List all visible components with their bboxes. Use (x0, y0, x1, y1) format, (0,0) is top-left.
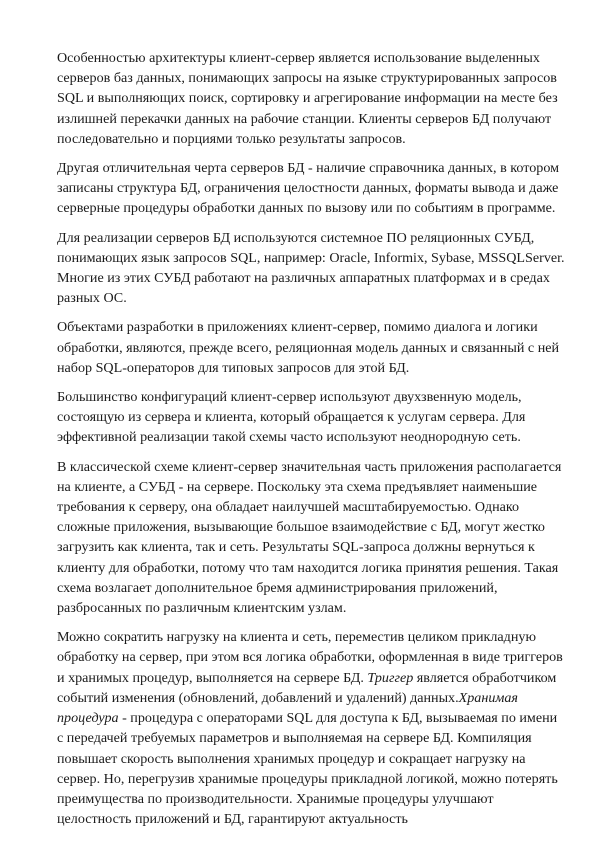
term-trigger: Триггер (367, 669, 414, 686)
paragraph-two-tier-model: Большинство конфигураций клиент-сервер используют двухзвенную модель, состоящую из сервера и клиента, который обращается к услугам сервера. Для эффективной реализации такой схемы часто используют неоднородную сеть. (57, 389, 526, 446)
paragraph-architecture: Особенностью архитектуры клиент-сервер является использование выделенных серверов баз данных, понимающих запросы на языке структурированных запросов SQL и выполняющих поиск, сортировку и агрегирование информации на месте без излишней перекачки данных на рабочие станции. Клиенты серверов БД получают последовательно и порциями только результаты запросов. (57, 50, 558, 147)
term-stored-procedure: Хранимая процедура (57, 689, 518, 727)
paragraph-text: - процедура с операторами SQL для доступа к БД, вызываемая по имени с передачей требуемых параметров и выполняемая на сервере БД. Компиляция повышает скорость выполнения хранимых процедур и сокращает нагрузку на сервер. Но, перегрузив хранимые процедуры прикладной логикой, можно потерять преимущества по производительности. Хранимые процедуры улучшают целостность приложений и БД, гарантируют актуальность (57, 710, 558, 828)
paragraph-text: является обработчиком событий изменения (обновлений, добавлений и удалений) данных. (57, 669, 557, 706)
paragraph-text: Можно сократить нагрузку на клиента и сеть, переместив целиком прикладную обработку на сервер, при этом вся логика обработки, оформленная в виде триггеров и хранимых процедур, выполняется на сервере БД. (57, 629, 563, 686)
paragraph-development-objects: Объектами разработки в приложениях клиент-сервер, помимо диалога и логики обработки, являются, прежде всего, реляционная модель данных и связанный с ней набор SQL-операторов для типовых запросов для этой БД. (57, 319, 560, 376)
paragraph-server-processing (57, 627, 565, 829)
paragraph-classic-scheme: В классической схеме клиент-сервер значительная часть приложения располагается на клиенте, а СУБД - на сервере. Поскольку эта схема предъявляет наименьшие требования к серверу, она обладает наилучшей масштабируемостью. Однако сложные приложения, вызывающие большое взаимодействие с БД, могут жестко загрузить как клиента, так и сеть. Результаты SQL-запроса должны вернуться к клиенту для обработки, потому что там находится логика принятия решения. Такая схема возлагает дополнительное бремя администрирования приложений, разбросанных по различным клиентским узлам. (57, 458, 562, 617)
paragraph-dbms-implementation: Для реализации серверов БД используются системное ПО реляционных СУБД, понимающих язык запросов SQL, например: Oracle, Informix, Sybase, MSSQLServer. Многие из этих СУБД работают на различных аппаратных платформах и в средах разных ОС. (57, 229, 565, 307)
paragraph-data-dictionary: Другая отличительная черта серверов БД - наличие справочника данных, в котором записаны структура БД, ограничения целостности данных, форматы вывода и даже серверные процедуры обработки данных по вызову или по событиям в программе. (57, 160, 560, 217)
document-page (57, 48, 565, 838)
